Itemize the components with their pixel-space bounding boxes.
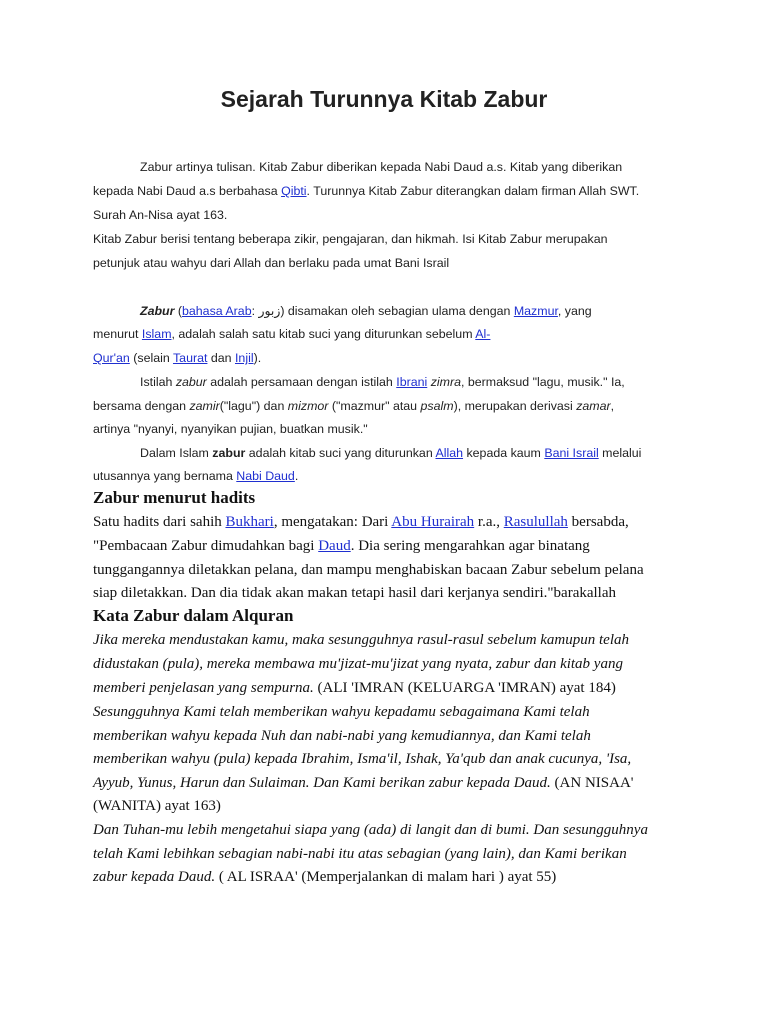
verse-line: didustakan (pula), mereka membawa mu'jizat-mu'jizat yang nyata, zabur dan kitab yang	[93, 656, 623, 672]
verse-line: telah Kami lebihkan sebagian nabi-nabi itu atas sebagian (yang lain), dan Kami berikan	[93, 846, 627, 862]
intro-line: Surah An-Nisa ayat 163.	[93, 208, 228, 222]
hadits-line: "Pembacaan Zabur dimudahkan bagi Daud. Dia sering mengarahkan agar binatang	[93, 538, 590, 554]
wiki-line: menurut Islam, adalah salah satu kitab suci yang diturunkan sebelum Al-	[93, 327, 491, 341]
link-bukhari[interactable]: Bukhari	[225, 514, 274, 530]
link-al-quran-cont[interactable]: Qur'an	[93, 351, 130, 365]
verse-line: Jika mereka mendustakan kamu, maka sesungguhnya rasul-rasul sebelum kamupun telah	[93, 632, 630, 648]
hadits-line: Satu hadits dari sahih Bukhari, mengatakan: Dari Abu Hurairah r.a., Rasulullah bersabda,	[93, 514, 629, 530]
link-bahasa-arab[interactable]: bahasa Arab	[182, 304, 252, 318]
wiki-line: bersama dengan zamir("lagu") dan mizmor ("mazmur" atau psalm), merupakan derivasi zamar,	[93, 399, 615, 413]
section-heading-alquran: Kata Zabur dalam Alquran	[93, 606, 294, 625]
link-taurat[interactable]: Taurat	[172, 351, 208, 365]
link-daud[interactable]: Daud	[318, 538, 351, 554]
verse-line: Dan Tuhan-mu lebih mengetahui siapa yang (ada) di langit dan di bumi. Dan sesungguhnya	[93, 822, 648, 838]
hadits-line: tunggangannya diletakkan pelana, dan mampu menghabiskan bacaan Zabur sebelum pelana	[93, 562, 644, 578]
wiki-line: utusannya yang bernama Nabi Daud.	[93, 469, 299, 483]
wiki-line: Dalam Islam zabur adalah kitab suci yang diturunkan Allah kepada kaum Bani Israil melalui	[140, 446, 642, 460]
wiki-line: artinya "nyanyi, nyanyikan pujian, buatkan musik."	[93, 422, 368, 436]
document-title: Sejarah Turunnya Kitab Zabur	[220, 86, 548, 112]
link-ibrani[interactable]: Ibrani	[396, 375, 428, 389]
section-heading-hadits: Zabur menurut hadits	[93, 488, 256, 507]
link-islam[interactable]: Islam	[141, 327, 172, 341]
intro-line: petunjuk atau wahyu dari Allah dan berlaku pada umat Bani Israil	[93, 256, 450, 270]
verse-line: memberikan wahyu kepada Nuh dan nabi-nabi yang kemudiannya, dan Kami telah	[93, 728, 591, 744]
link-nabi-daud[interactable]: Nabi Daud	[236, 469, 295, 483]
link-allah[interactable]: Allah	[435, 446, 464, 460]
link-rasulullah[interactable]: Rasulullah	[503, 514, 568, 530]
verse-line: zabur kepada Daud. ( AL ISRAA' (Memperjalankan di malam hari ) ayat 55)	[93, 869, 557, 885]
verse-line: memberikan wahyu (pula) kepada Ibrahim, Isma'il, Ishak, Ya'qub dan anak cucunya, 'Isa,	[93, 751, 632, 767]
wiki-line: Istilah zabur adalah persamaan dengan istilah Ibrani zimra, bermaksud "lagu, musik." Ia,	[140, 375, 625, 389]
verse-line: (WANITA) ayat 163)	[93, 798, 221, 814]
link-injil[interactable]: Injil	[234, 351, 254, 365]
link-abu-hurairah[interactable]: Abu Hurairah	[391, 514, 475, 530]
verse-line: memberi penjelasan yang sempurna. (ALI 'IMRAN (KELUARGA 'IMRAN) ayat 184)	[93, 680, 616, 696]
wiki-line: Zabur (bahasa Arab: زبور) disamakan oleh sebagian ulama dengan Mazmur, yang	[140, 304, 592, 318]
verse-line: Ayyub, Yunus, Harun dan Sulaiman. Dan Kami berikan zabur kepada Daud. (AN NISAA'	[93, 775, 634, 791]
hadits-line: siap diletakkan. Dan dia tidak akan makan tetapi hasil dari kerjanya sendiri."barakallah	[93, 585, 617, 601]
wiki-line: Qur'an (selain Taurat dan Injil).	[93, 351, 262, 365]
link-al-quran[interactable]: Al-	[475, 327, 491, 341]
link-bani-israil[interactable]: Bani Israil	[544, 446, 599, 460]
link-qibti[interactable]: Qibti	[281, 184, 307, 198]
intro-line: Zabur artinya tulisan. Kitab Zabur diberikan kepada Nabi Daud a.s. Kitab yang diberikan	[140, 160, 623, 174]
verse-line: Sesungguhnya Kami telah memberikan wahyu kepadamu sebagaimana Kami telah	[93, 704, 590, 720]
link-mazmur[interactable]: Mazmur	[513, 304, 558, 318]
intro-line: kepada Nabi Daud a.s berbahasa Qibti. Turunnya Kitab Zabur diterangkan dalam firman Allah SWT.	[93, 184, 640, 198]
intro-line: Kitab Zabur berisi tentang beberapa zikir, pengajaran, dan hikmah. Isi Kitab Zabur merupakan	[93, 232, 608, 246]
